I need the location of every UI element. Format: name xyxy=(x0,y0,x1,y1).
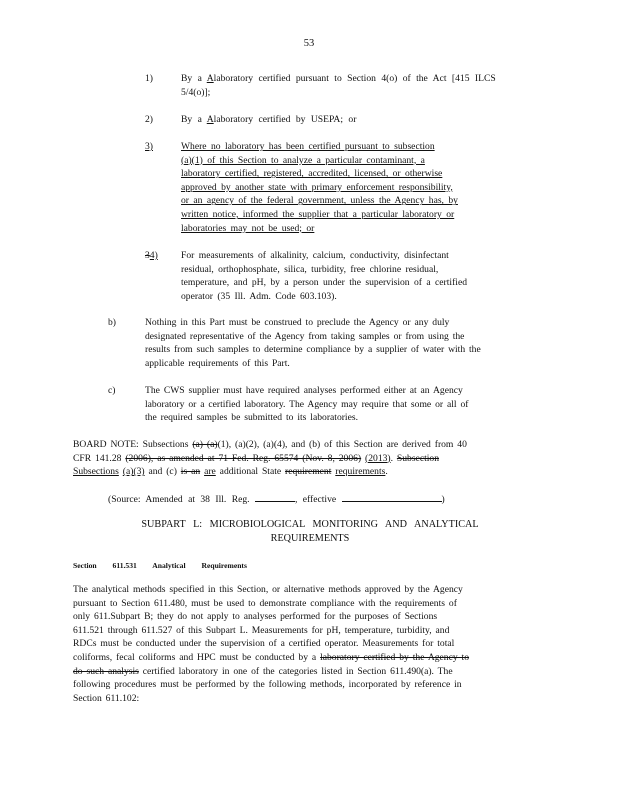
subsection-b-label: b) xyxy=(108,317,116,328)
section-heading: Section 611.531 Analytical Requirements xyxy=(73,561,247,570)
item-2-number: 2) xyxy=(145,114,153,125)
board-note: BOARD NOTE: Subsections (a) (a)(1), (a)(2), (a)(4), and (b) of this Section are derived from 40 CFR 141.28 (2006), as amended at 71 Fed. Reg. 65574 (Nov. 8, 2006) (2013). Subsection Subsections (a)(3) and (c) is an are additional State requirement requirements. xyxy=(73,439,467,478)
page-number: 53 xyxy=(303,38,315,49)
source-effective-blank xyxy=(342,492,442,502)
subpart-heading: SUBPART L: MICROBIOLOGICAL MONITORING AND ANALYTICAL REQUIREMENTS xyxy=(141,519,479,544)
subsection-b-text: Nothing in this Part must be construed to preclude the Agency or any duly designated representative of the Agency from taking samples or from using the results from such samples to determine compliance by a supplier of water with the applicable requirements of this Part. xyxy=(145,317,481,369)
section-body: The analytical methods specified in this Section, or alternative methods approved by the Agency pursuant to Section 611.480, must be used to demonstrate compliance with the requirements of only 611.Subpart B; they do not apply to analyses performed for the purposes of Sections 611.521 through 611.527 of this Subpart L. Measurements for pH, temperature, turbidity, and RDCs must be conducted under the supervision of a certified operator. Measurements for total coliforms, fecal coliforms and HPC must be conducted by a laboratory certified by the Agency to do such analysis certified laboratory in one of the categories listed in Section 611.490(a). The following procedures must be performed by the following methods, incorporated by reference in Section 611.102: xyxy=(73,584,470,704)
item-4-number: 34) xyxy=(145,250,158,261)
subsection-c-text: The CWS supplier must have required analyses performed either at an Agency laboratory or a certified laboratory. The Agency may require that some or all of the required samples be submitted to its laboratories. xyxy=(145,385,469,424)
source-reg-blank xyxy=(255,492,295,502)
item-4-text: For measurements of alkalinity, calcium, conductivity, disinfectant residual, orthophosphate, silica, turbidity, free chlorine residual, temperature, and pH, by a person under the supervision of a certified operator (35 Ill. Adm. Code 603.103). xyxy=(181,250,468,302)
item-3-text: Where no laboratory has been certified pursuant to subsection (a)(1) of this Section to analyze a particular contaminant, a laboratory certified, registered, accredited, licensed, or otherwise approved by another state with primary enforcement responsibility, or an agency of the federal government, unless the Agency has, by written notice, informed the supplier that a particular laboratory or laboratories may not be used; or xyxy=(181,141,458,234)
source-note: (Source: Amended at 38 Ill. Reg. , effective ) xyxy=(108,494,445,505)
item-2-text: By a Alaboratory certified by USEPA; or xyxy=(181,114,357,125)
item-1-line-1: By a Alaboratory certified pursuant to Section 4(o) of the Act [415 ILCS xyxy=(181,73,496,84)
item-3-number: 3) xyxy=(145,141,153,152)
item-1-line-2: 5/4(o)]; xyxy=(181,87,211,98)
subsection-c-label: c) xyxy=(108,385,116,396)
item-1-number: 1) xyxy=(145,73,153,84)
